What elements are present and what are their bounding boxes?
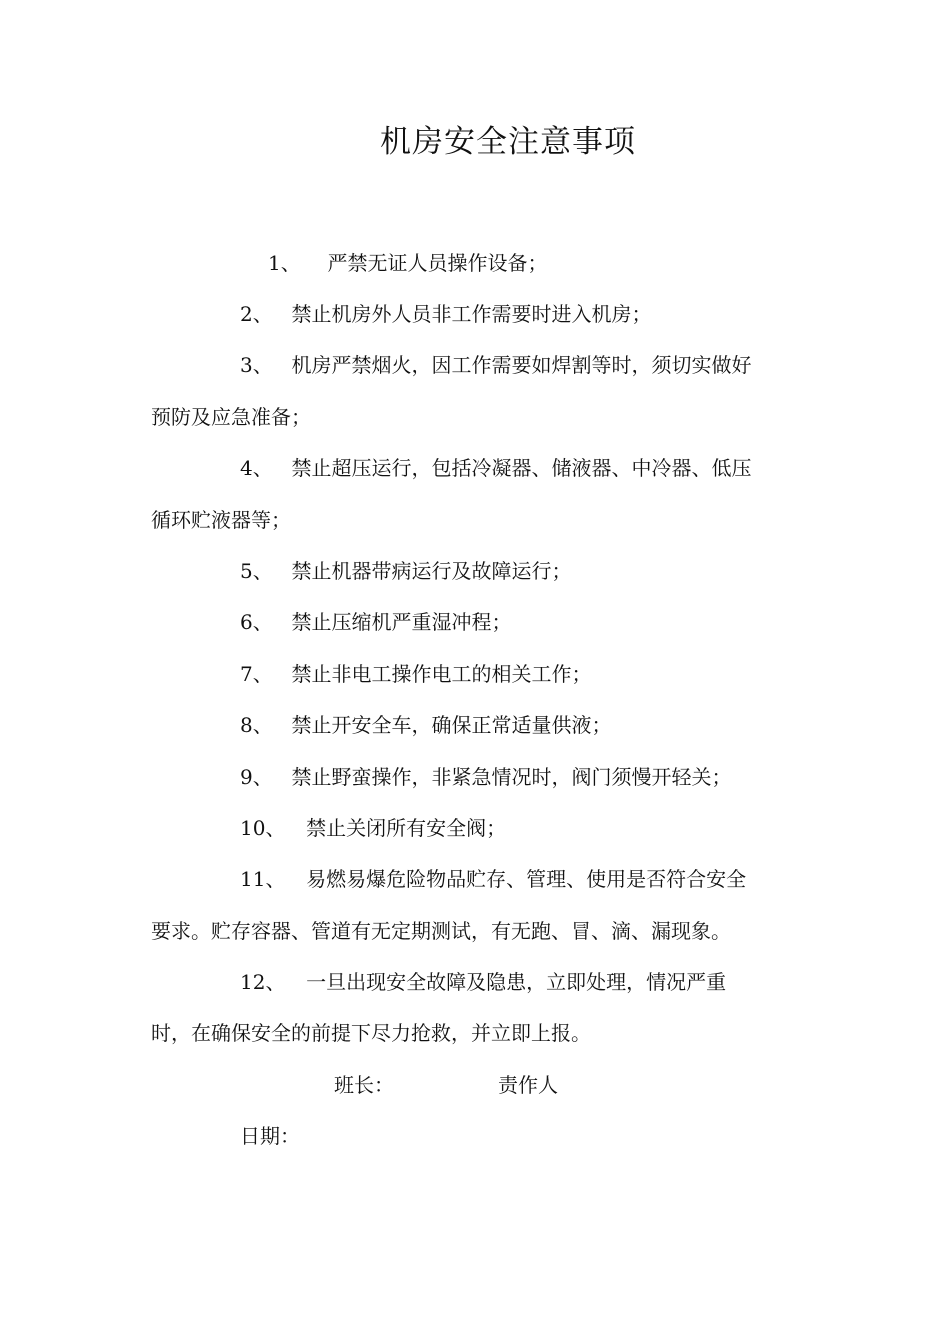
list-item (240, 864, 746, 894)
list-item (240, 659, 591, 689)
list-item-continuation: 循环贮液器等； (151, 508, 291, 532)
item-number: 2、 (240, 302, 273, 326)
item-number: 7、 (240, 662, 273, 686)
item-number: 6、 (240, 610, 273, 634)
item-text: 禁止超压运行，包括冷凝器、储液器、中冷器、低压 (291, 456, 752, 480)
monitor-label: 班长： (334, 1073, 394, 1097)
list-item-continuation: 预防及应急准备； (151, 405, 311, 429)
list-item (240, 813, 506, 843)
item-number: 11、 (240, 867, 286, 891)
item-number: 12、 (240, 970, 286, 994)
item-number: 10、 (240, 816, 286, 840)
list-item (240, 453, 751, 483)
item-text: 禁止关闭所有安全阀； (306, 816, 507, 840)
item-number: 1、 (268, 251, 301, 275)
list-item (268, 248, 547, 278)
list-item (240, 967, 726, 997)
date-label: 日期： (240, 1124, 300, 1148)
item-text: 禁止压缩机严重湿冲程； (291, 610, 512, 634)
item-text: 易燃易爆危险物品贮存、管理、使用是否符合安全 (306, 867, 747, 891)
item-number: 8、 (240, 713, 273, 737)
item-number: 3、 (240, 353, 273, 377)
list-item (240, 299, 651, 329)
list-item-continuation: 时，在确保安全的前提下尽力抢救，并立即上报。 (151, 1021, 591, 1045)
list-item (240, 762, 731, 792)
list-item (240, 607, 511, 637)
item-text: 禁止开安全车，确保正常适量供液； (291, 713, 612, 737)
list-item-continuation: 要求。贮存容器、管道有无定期测试，有无跑、冒、滴、漏现象。 (151, 919, 731, 943)
item-number: 4、 (240, 456, 273, 480)
document-title: 机房安全注意事项 (380, 124, 636, 160)
list-item (240, 556, 571, 586)
item-text: 禁止机器带病运行及故障运行； (291, 559, 572, 583)
item-text: 机房严禁烟火，因工作需要如焊割等时，须切实做好 (291, 353, 752, 377)
list-item (240, 350, 751, 380)
item-text: 严禁无证人员操作设备； (327, 251, 548, 275)
item-text: 禁止野蛮操作，非紧急情况时，阀门须慢开轻关； (291, 765, 732, 789)
item-text: 禁止机房外人员非工作需要时进入机房； (291, 302, 652, 326)
list-item (240, 710, 611, 740)
item-number: 9、 (240, 765, 273, 789)
item-text: 一旦出现安全故障及隐患，立即处理，情况严重 (306, 970, 727, 994)
item-number: 5、 (240, 559, 273, 583)
item-text: 禁止非电工操作电工的相关工作； (291, 662, 592, 686)
responsible-label: 责作人 (498, 1073, 558, 1097)
